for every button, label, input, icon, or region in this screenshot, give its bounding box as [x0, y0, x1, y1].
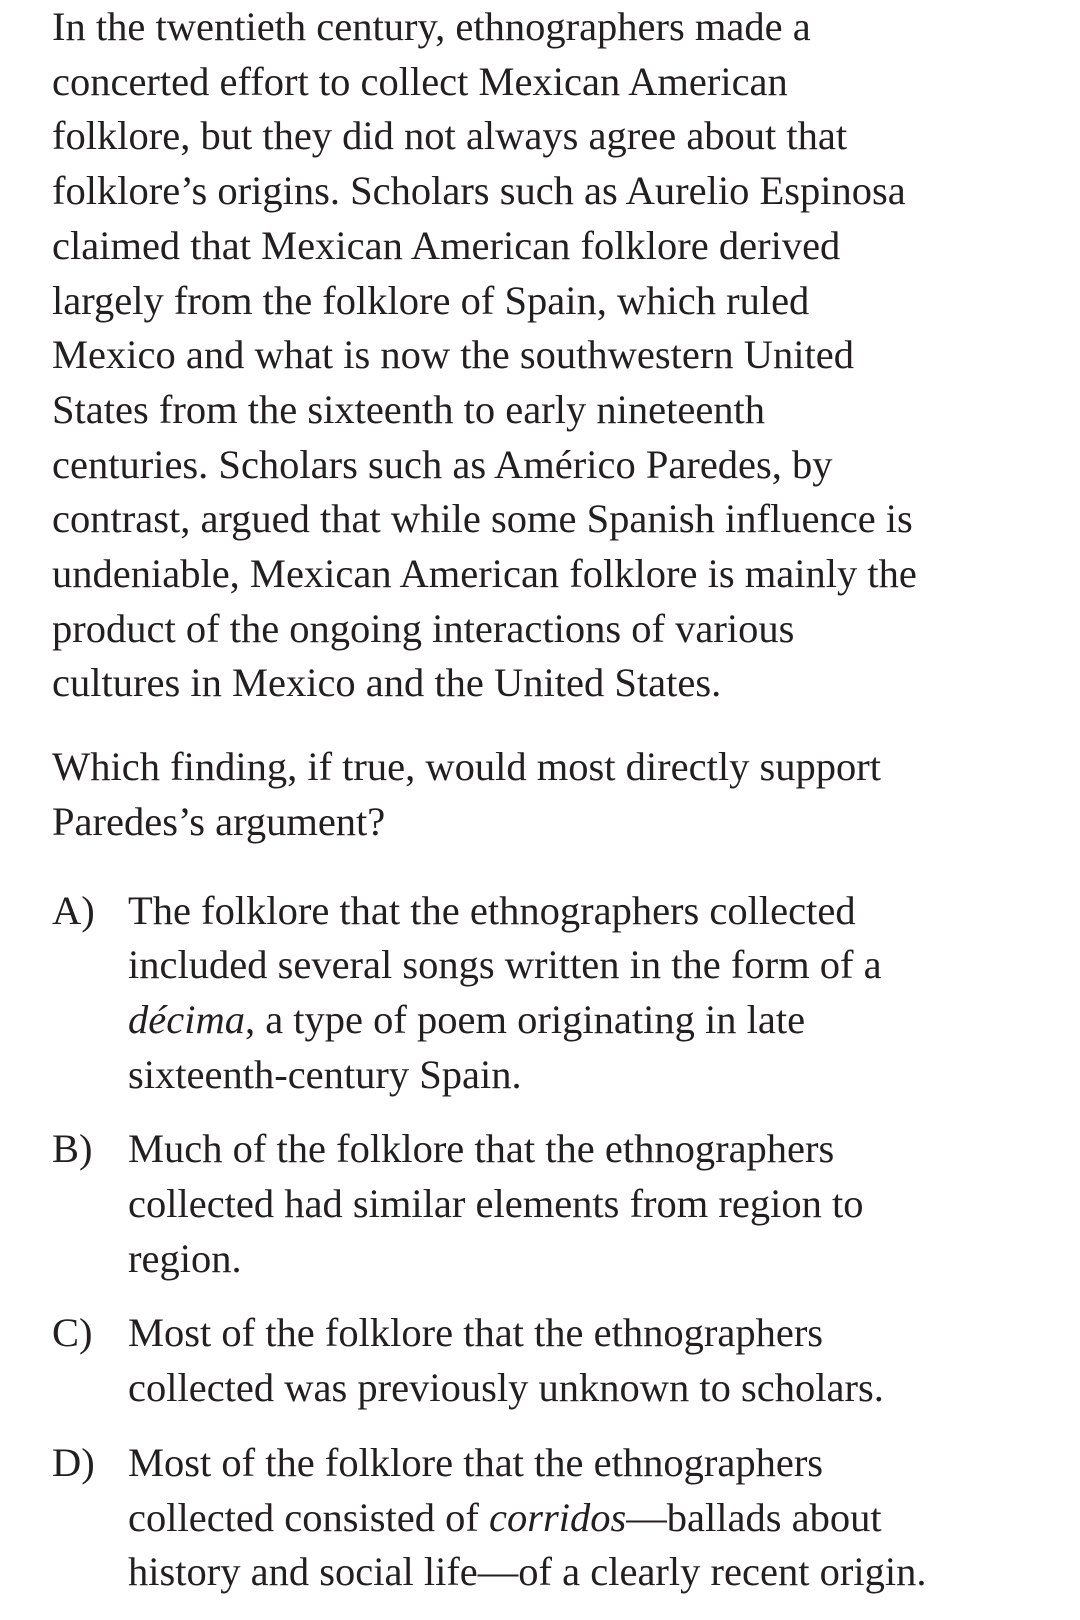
passage-line: claimed that Mexican American folklore derived — [52, 222, 841, 268]
passage-line: States from the sixteenth to early nineteenth — [52, 386, 766, 432]
passage-line: Mexico and what is now the southwestern United — [52, 332, 854, 378]
choice-line: collected was previously unknown to scholars. — [128, 1365, 884, 1411]
choice-text — [128, 1122, 864, 1286]
choice-letter: C) — [52, 1310, 93, 1356]
choice-line: sixteenth-century Spain. — [128, 1051, 522, 1097]
question-page — [52, 0, 1052, 1620]
answer-choice-d[interactable] — [52, 1436, 1052, 1600]
passage-line: largely from the folklore of Spain, which ruled — [52, 277, 810, 323]
choice-letter: D) — [52, 1439, 95, 1485]
choice-text — [128, 884, 882, 1103]
choice-line: Most of the folklore that the ethnographers — [128, 1310, 824, 1356]
choice-line — [128, 993, 882, 1048]
answer-choice-a[interactable] — [52, 884, 1052, 1103]
choice-line — [128, 1491, 926, 1546]
passage-line: contrast, argued that while some Spanish influence is — [52, 496, 913, 542]
question-line: Paredes’s argument? — [52, 798, 386, 844]
passage-line: In the twentieth century, ethnographers made a — [52, 4, 811, 49]
choice-line: Most of the folklore that the ethnographers — [128, 1439, 824, 1485]
passage-line: centuries. Scholars such as Américo Paredes, by — [52, 441, 833, 487]
choice-line: region. — [128, 1235, 242, 1281]
choice-text — [128, 1436, 926, 1600]
choice-line: collected had similar elements from region to — [128, 1181, 864, 1227]
passage-text — [52, 0, 1052, 711]
passage-line: cultures in Mexico and the United States. — [52, 660, 722, 706]
passage-line: product of the ongoing interactions of various — [52, 605, 795, 651]
choice-letter: A) — [52, 887, 95, 933]
passage-line: concerted effort to collect Mexican American — [52, 58, 788, 104]
passage-line: undeniable, Mexican American folklore is mainly the — [52, 551, 917, 597]
choice-line-start: collected consisted of — [128, 1494, 489, 1540]
passage-line: folklore, but they did not always agree about that — [52, 113, 848, 159]
italic-term: corridos — [489, 1494, 627, 1540]
passage-line: folklore’s origins. Scholars such as Aurelio Espinosa — [52, 168, 906, 214]
choice-line-rest: , a type of poem originating in late — [244, 996, 806, 1042]
choice-line-rest: —ballads about — [626, 1494, 882, 1540]
choice-line: Much of the folklore that the ethnographers — [128, 1126, 835, 1172]
choice-line: history and social life—of a clearly recent origin. — [128, 1549, 927, 1595]
answer-choices — [52, 884, 1052, 1600]
answer-choice-c[interactable] — [52, 1306, 1052, 1415]
choice-line: included several songs written in the form of a — [128, 942, 882, 988]
question-stem — [52, 740, 1052, 849]
question-line: Which finding, if true, would most directly support — [52, 744, 881, 790]
choice-line: The folklore that the ethnographers collected — [128, 887, 856, 933]
choice-text — [128, 1306, 884, 1415]
italic-term: décima — [128, 996, 245, 1042]
choice-letter: B) — [52, 1126, 93, 1172]
answer-choice-b[interactable] — [52, 1122, 1052, 1286]
